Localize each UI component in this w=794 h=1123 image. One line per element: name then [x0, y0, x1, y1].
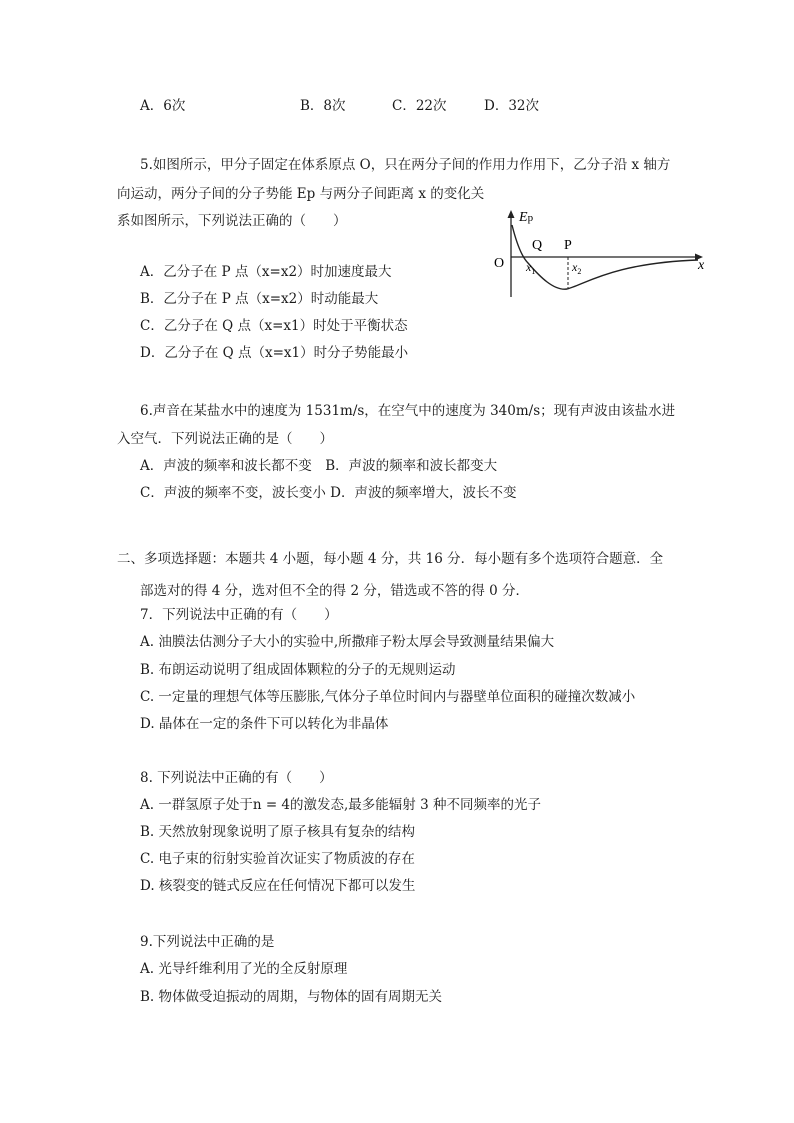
- q4-option-d: D．32次: [484, 98, 540, 114]
- q5-option-a: A．乙分子在 P 点（x=x2）时加速度最大: [140, 264, 392, 280]
- q5-stem-line2: 向运动，两分子间的分子势能 Ep 与两分子间距离 x 的变化关: [117, 186, 485, 202]
- q8-stem: 8. 下列说法中正确的有（ ）: [140, 770, 333, 786]
- q8-option-a: A. 一群氢原子处于n = 4的激发态,最多能辐射 3 种不同频率的光子: [140, 797, 541, 813]
- section2-heading-line1: 二、多项选择题：本题共 4 小题，每小题 4 分，共 16 分．每小题有多个选项符合题意．全: [117, 551, 664, 567]
- q7-option-c: C. 一定量的理想气体等压膨胀,气体分子单位时间内与器壁单位面积的碰撞次数减小: [140, 689, 636, 705]
- q4-option-b: B．8次: [300, 98, 346, 114]
- x-axis-label: x: [698, 258, 705, 273]
- q7-option-d: D. 晶体在一定的条件下可以转化为非晶体: [140, 716, 389, 732]
- q7-stem: 7．下列说法中正确的有（ ）: [140, 607, 338, 623]
- q8-option-d: D. 核裂变的链式反应在任何情况下都可以发生: [140, 878, 416, 894]
- x1-label: $x_1$: [526, 260, 536, 276]
- q5-stem-line1: 5.如图所示，甲分子固定在体系原点 O，只在两分子间的作用力作用下，乙分子沿 x 轴方: [140, 157, 671, 173]
- q4-options-row: [0, 96, 794, 116]
- q9-option-a: A. 光导纤维利用了光的全反射原理: [140, 961, 348, 977]
- q9-option-b: B. 物体做受迫振动的周期，与物体的固有周期无关: [140, 989, 443, 1005]
- q7-option-b: B. 布朗运动说明了组成固体颗粒的分子的无规则运动: [140, 662, 456, 678]
- ep-axis-arrow: [508, 210, 515, 218]
- origin-label: O: [494, 256, 505, 271]
- q8-option-b: B. 天然放射现象说明了原子核具有复杂的结构: [140, 824, 416, 840]
- q5-stem-line3: 系如图所示，下列说法正确的（ ）: [117, 213, 347, 229]
- q6-options-line2: C．声波的频率不变，波长变小 D．声波的频率增大，波长不变: [140, 485, 517, 501]
- ep-x-graph: [492, 205, 708, 301]
- q6-stem-line2: 入空气．下列说法正确的是（ ）: [117, 431, 333, 447]
- q5-option-b: B．乙分子在 P 点（x=x2）时动能最大: [140, 291, 379, 307]
- x2-label: $x_2$: [572, 260, 582, 276]
- point-q-label: Q: [532, 238, 543, 253]
- point-p-label: P: [564, 238, 572, 253]
- q7-option-a: A. 油膜法估测分子大小的实验中,所撒痱子粉太厚会导致测量结果偏大: [140, 634, 555, 650]
- q6-options-line1: A．声波的频率和波长都不变 B．声波的频率和波长都变大: [140, 458, 498, 474]
- section2-heading-line2: 部选对的得 4 分，选对但不全的得 2 分，错选或不答的得 0 分．: [140, 583, 530, 599]
- q5-option-d: D．乙分子在 Q 点（x=x1）时分子势能最小: [140, 345, 409, 361]
- q4-option-c: C．22次: [392, 98, 447, 114]
- q6-stem-line1: 6.声音在某盐水中的速度为 1531m/s，在空气中的速度为 340m/s；现有声波由该盐水进: [140, 403, 676, 419]
- ep-axis-label: Ep: [519, 210, 534, 225]
- q4-option-a: A．6次: [140, 98, 186, 114]
- q8-option-c: C. 电子束的衍射实验首次证实了物质波的存在: [140, 851, 415, 867]
- q9-stem: 9.下列说法中正确的是: [140, 934, 275, 950]
- q5-option-c: C．乙分子在 Q 点（x=x1）时处于平衡状态: [140, 318, 408, 334]
